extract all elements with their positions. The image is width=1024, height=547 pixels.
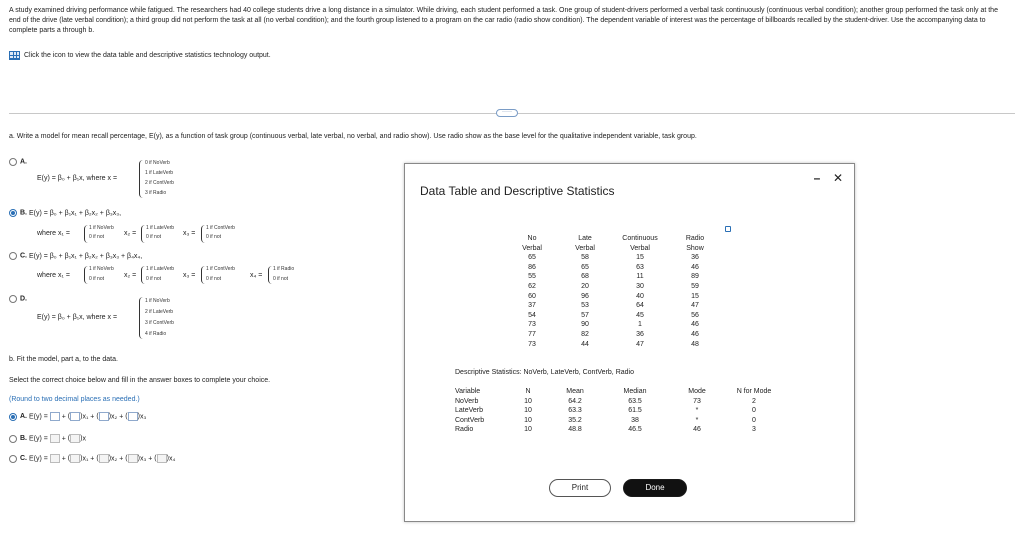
cell: 63 [636, 263, 644, 271]
cell: 38 [631, 416, 639, 424]
column-header: Mean [566, 388, 584, 395]
paren: ) [137, 455, 140, 462]
option-a-equation: E(y) = β₀ + β₁x, where x = [37, 175, 118, 182]
column-header: Verbal [630, 244, 650, 252]
cell: 46 [691, 263, 699, 271]
radio-b[interactable] [9, 209, 17, 217]
x1: x₁ [82, 413, 89, 421]
problem-statement: A study examined driving performance while fatigued. The researchers had 40 college students drive a long distance in a simulator. While driving, each student performed a task. One group of student-drivers performed a verbal task continuously (continuous verbal condition); another group performed the task only at the end of the drive (late verbal condition); a third group did not perform the task at all (no verbal condition); and the fourth group listened to a program on the car radio (radio show condition). The dependent variable of interest was the percentage of billboards recalled by the student-driver. Use the accompanying data to complete parts a through b. [9, 7, 998, 34]
ds-column-variable [455, 387, 484, 435]
cell: 82 [581, 330, 589, 338]
cell: 64 [636, 302, 644, 310]
cell: 47 [691, 302, 699, 310]
cell: 11 [636, 273, 644, 281]
cell: 53 [581, 302, 589, 310]
cell: 86 [528, 263, 536, 271]
part-a-question: a. Write a model for mean recall percentage, E(y), as a function of task group (continuous verbal, late verbal, no verbal, and radio show). Use radio show as the base level for the qualitative independent variable, task group. [9, 133, 697, 140]
cell: 59 [691, 282, 699, 290]
case: 2 if ContVerb [145, 180, 174, 186]
radio-a[interactable] [9, 413, 17, 421]
case: 0 if NoVerb [145, 160, 170, 166]
cell: 58 [581, 254, 589, 262]
cell: 65 [581, 263, 589, 271]
beta1-input[interactable] [67, 434, 83, 443]
cell: 90 [581, 321, 589, 329]
option-a-part-a[interactable]: A. [9, 158, 27, 166]
cell: 0 [752, 407, 756, 415]
x1: x₁ [82, 455, 89, 463]
paren: ( [125, 413, 128, 420]
beta3-input[interactable] [128, 454, 138, 463]
case: 0 if not [206, 234, 222, 240]
cell: 64.2 [568, 397, 582, 405]
cell: 10 [524, 426, 532, 434]
x: x [82, 435, 86, 443]
beta1-input[interactable] [67, 454, 83, 463]
cell: 55 [528, 273, 536, 281]
plus: + [119, 455, 124, 463]
column-header: Late [578, 235, 592, 242]
paren: ( [96, 455, 99, 462]
cell: 57 [581, 311, 589, 319]
cell: 96 [581, 292, 589, 300]
descriptive-stats-title: Descriptive Statistics: NoVerb, LateVerb, ContVerb, Radio [455, 369, 634, 376]
cell: 36 [636, 330, 644, 338]
paren: ) [80, 413, 83, 420]
table-icon[interactable] [9, 51, 20, 60]
option-c-part-a[interactable]: C. E(y) = β₀ + β₁x₁ + β₂x₂ + β₃x₃ + β₄x₄, [9, 252, 142, 260]
case: 1 if NoVerb [145, 298, 170, 304]
plus: + [90, 455, 95, 463]
x2-label: x₂ = [124, 272, 137, 279]
cell: 46 [691, 321, 699, 329]
radio-b[interactable] [9, 435, 17, 443]
column-header: Verbal [522, 244, 542, 252]
cell: 10 [524, 407, 532, 415]
column-header: Show [686, 244, 704, 252]
ds-column-n-for-mode [731, 387, 777, 435]
plus: + [90, 413, 95, 421]
beta0-input[interactable] [50, 454, 60, 463]
cell: 65 [528, 254, 536, 262]
case: 0 if not [273, 276, 289, 282]
close-icon[interactable]: ✕ [833, 171, 844, 185]
cell: 10 [524, 397, 532, 405]
case: 0 if not [89, 276, 105, 282]
done-button[interactable]: Done [623, 479, 687, 497]
cell: 45 [636, 311, 644, 319]
plus: + [61, 435, 66, 443]
column-header: No [527, 235, 537, 242]
beta0-input[interactable] [50, 412, 60, 421]
option-c-part-b[interactable]: C. E(y) = + ( )x₁ + ( )x₂ + ( )x₃ + ( )x₄ [9, 454, 175, 463]
case: 1 if NoVerb [89, 266, 114, 272]
paren: ( [67, 413, 71, 420]
radio-c[interactable] [9, 455, 17, 463]
x3-label: x₃ = [183, 272, 196, 279]
data-column-late-verbal [570, 234, 600, 349]
cell: ContVerb [455, 416, 485, 424]
minimize-icon[interactable]: – [813, 171, 821, 185]
cell: 15 [691, 292, 699, 300]
option-b-part-b[interactable]: B. E(y) = + ( )x [9, 434, 86, 443]
cell: 89 [691, 273, 699, 281]
more-button[interactable]: ····· [496, 109, 518, 117]
case: 1 if LateVerb [146, 225, 175, 231]
copy-icon[interactable] [725, 226, 731, 232]
cell: 46.5 [628, 426, 642, 434]
paren: ) [166, 455, 169, 462]
case: 1 if LateVerb [145, 170, 174, 176]
cell: NoVerb [455, 397, 479, 405]
paren: ) [137, 413, 140, 420]
case: 0 if not [146, 234, 162, 240]
data-table-link[interactable] [9, 51, 271, 60]
radio-d[interactable] [9, 295, 17, 303]
cell: 3 [752, 426, 756, 434]
cell: 10 [524, 416, 532, 424]
cell: 0 [752, 416, 756, 424]
cell: Radio [455, 426, 474, 434]
column-header: Verbal [575, 244, 595, 252]
option-a-part-b[interactable]: A. E(y) = + ( )x₁ + ( )x₂ + ( )x₃ [9, 412, 146, 421]
plus: + [61, 413, 66, 421]
data-link-text: Click the icon to view the data table and descriptive statistics technology output. [24, 52, 271, 59]
case: 1 if Radio [273, 266, 295, 272]
case: 1 if LateVerb [146, 266, 175, 272]
x2-label: x₂ = [124, 230, 137, 237]
case: 0 if not [206, 276, 222, 282]
cell: 37 [528, 302, 536, 310]
column-header: Radio [685, 235, 705, 242]
option-d-part-a[interactable]: D. [9, 295, 27, 303]
ds-column-mode [683, 387, 711, 435]
column-header: N [525, 388, 531, 395]
x2: x₂ [111, 413, 118, 421]
beta3-input[interactable] [128, 412, 138, 421]
column-header: N for Mode [736, 388, 772, 395]
cell: * [695, 407, 699, 415]
cell: 54 [528, 311, 536, 319]
cell: 2 [752, 397, 756, 405]
case: 2 if LateVerb [145, 309, 174, 315]
x3: x₃ [139, 455, 147, 463]
case: 3 if ContVerb [145, 320, 174, 326]
lhs: E(y) = [28, 413, 48, 421]
paren: ) [108, 413, 112, 420]
column-header: Mode [688, 388, 706, 395]
x4: x₄ [168, 455, 176, 463]
case: 0 if not [89, 234, 105, 240]
option-d-equation: E(y) = β₀ + β₁x, where x = [37, 314, 118, 321]
cell: 20 [581, 282, 589, 290]
case: 4 if Radio [145, 331, 167, 337]
beta2-input[interactable] [99, 454, 112, 463]
case: 0 if not [146, 276, 162, 282]
cell: 61.5 [628, 407, 642, 415]
part-b-instructions: Select the correct choice below and fill in the answer boxes to complete your choice. [9, 377, 271, 384]
plus: + [148, 455, 153, 463]
cell: 63.5 [628, 397, 642, 405]
cell: 36 [691, 254, 699, 262]
cell: 48.8 [568, 426, 582, 434]
case: 1 if ContVerb [206, 225, 235, 231]
paren: ( [96, 413, 99, 420]
cell: 73 [528, 340, 536, 348]
paren: ) [80, 435, 83, 442]
cell: 35.2 [568, 416, 582, 424]
dialog-title: Data Table and Descriptive Statistics [420, 184, 615, 198]
x3-label: x₃ = [183, 230, 196, 237]
cell: 63.3 [568, 407, 582, 415]
cell: 15 [636, 254, 644, 262]
cell: 62 [528, 282, 536, 290]
column-header: Continuous [622, 235, 658, 242]
cell: 1 [638, 321, 642, 329]
beta4-input[interactable] [157, 454, 167, 463]
paren: ) [80, 455, 83, 462]
cell: 30 [636, 282, 644, 290]
where-x1: where x₁ = [37, 230, 70, 237]
beta0-input[interactable] [50, 434, 60, 443]
column-header: Median [623, 388, 647, 395]
cell: 46 [691, 330, 699, 338]
part-b-question: b. Fit the model, part a, to the data. [9, 356, 118, 363]
beta2-input[interactable] [99, 412, 112, 421]
column-header: Variable [455, 388, 481, 395]
x4-label: x₄ = [250, 272, 263, 279]
cell: LateVerb [455, 407, 484, 415]
ds-column-median [617, 387, 653, 435]
data-column-continuous-verbal [615, 234, 665, 349]
paren: ( [67, 435, 71, 442]
case: 1 if NoVerb [89, 225, 114, 231]
radio-a[interactable] [9, 158, 17, 166]
rounding-note: (Round to two decimal places as needed.) [9, 396, 140, 403]
lhs: E(y) = [28, 435, 48, 443]
ds-column-n [520, 387, 536, 435]
cell: * [695, 416, 699, 424]
cell: 40 [636, 292, 644, 300]
cell: 48 [691, 340, 699, 348]
radio-c[interactable] [9, 252, 17, 260]
paren: ( [125, 455, 128, 462]
plus: + [61, 455, 66, 463]
option-b-part-a[interactable]: B. E(y) = β₀ + β₁x₁ + β₂x₂ + β₃x₃, [9, 209, 121, 217]
cell: 47 [636, 340, 644, 348]
data-column-radio-show [680, 234, 710, 349]
option-c-equation: E(y) = β₀ + β₁x₁ + β₂x₂ + β₃x₃ + β₄x₄, [28, 252, 143, 260]
print-button[interactable]: Print [549, 479, 611, 497]
cell: 60 [528, 292, 536, 300]
cell: 73 [528, 321, 536, 329]
cell: 68 [581, 273, 589, 281]
cell: 73 [693, 397, 701, 405]
option-b-equation: E(y) = β₀ + β₁x₁ + β₂x₂ + β₃x₃, [28, 209, 122, 217]
where-x1: where x₁ = [37, 272, 70, 279]
case: 1 if ContVerb [206, 266, 235, 272]
paren: ) [108, 455, 112, 462]
data-column-no-verbal [517, 234, 547, 349]
plus: + [119, 413, 124, 421]
cell: 46 [693, 426, 701, 434]
cell: 77 [528, 330, 536, 338]
paren: ( [154, 455, 157, 462]
paren: ( [67, 455, 71, 462]
case: 3 if Radio [145, 190, 167, 196]
data-table-dialog [404, 163, 855, 522]
x3: x₃ [139, 413, 147, 421]
lhs: E(y) = [28, 455, 48, 463]
beta1-input[interactable] [67, 412, 83, 421]
cell: 56 [691, 311, 699, 319]
cell: 44 [581, 340, 589, 348]
ds-column-mean [561, 387, 589, 435]
x2: x₂ [111, 455, 118, 463]
